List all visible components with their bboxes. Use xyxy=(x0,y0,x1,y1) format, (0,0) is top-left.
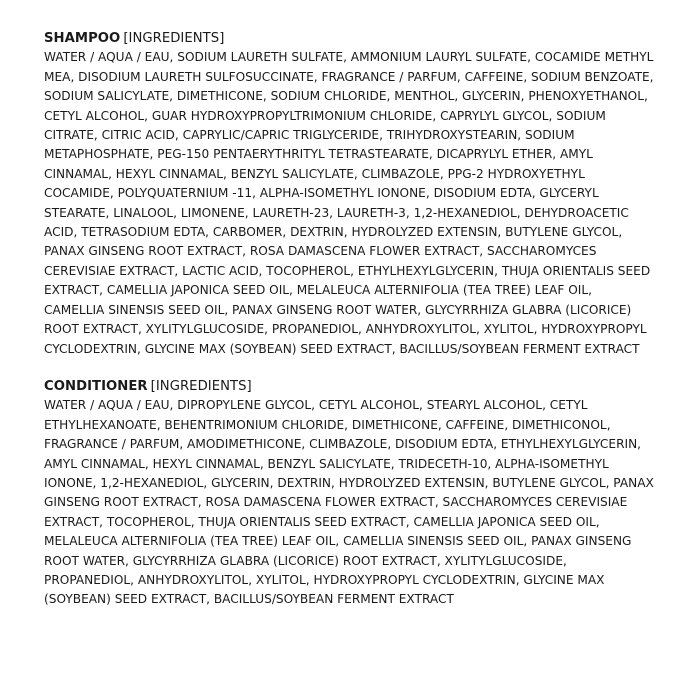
shampoo-title: SHAMPOO xyxy=(44,31,121,46)
shampoo-section xyxy=(44,29,654,359)
conditioner-ingredient-list: WATER / AQUA / EAU, DIPROPYLENE GLYCOL, CETYL ALCOHOL, STEARYL ALCOHOL, CETYL ETHYLHEXANOATE, BEHENTRIMONIUM CHLORIDE, DIMETHICONE, CAFFEINE, DIMETHICONOL, FRAGRANCE / PARFUM, AMODIMETHICONE, CLIMBAZOLE, DISODIUM EDTA, ETHYLHEXYLGLYCERIN, AMYL CINNAMAL, HEXYL CINNAMAL, BENZYL SALICYLATE, TRIDECETH-10, ALPHA-ISOMETHYL IONONE, 1,2-HEXANEDIOL, GLYCERIN, DEXTRIN, HYDROLYZED EXTENSIN, BUTYLENE GLYCOL, PANAX GINSENG ROOT EXTRACT, ROSA DAMASCENA FLOWER EXTRACT, SACCHAROMYCES CEREVISIAE EXTRACT, TOCOPHEROL, THUJA ORIENTALIS SEED EXTRACT, CAMELLIA JAPONICA SEED OIL, MELALEUCA ALTERNIFOLIA (TEA TREE) LEAF OIL, CAMELLIA SINENSIS SEED OIL, PANAX GINSENG ROOT WATER, GLYCYRRHIZA GLABRA (LICORICE) ROOT EXTRACT, XYLITYLGLUCOSIDE, PROPANEDIOL, ANHYDROXYLITOL, XYLITOL, HYDROXYPROPYL CYCLODEXTRIN, GLYCINE MAX (SOYBEAN) SEED EXTRACT, BACILLUS/SOYBEAN FERMENT EXTRACT xyxy=(44,398,654,607)
conditioner-ingredients-label: [INGREDIENTS] xyxy=(150,378,252,394)
conditioner-title: CONDITIONER xyxy=(44,378,148,394)
ingredients-document xyxy=(44,29,654,610)
shampoo-heading xyxy=(44,29,654,48)
conditioner-heading xyxy=(44,377,654,396)
conditioner-section xyxy=(44,377,654,610)
shampoo-ingredient-list: WATER / AQUA / EAU, SODIUM LAURETH SULFATE, AMMONIUM LAURYL SULFATE, COCAMIDE METHYL MEA, DISODIUM LAURETH SULFOSUCCINATE, FRAGRANCE / PARFUM, CAFFEINE, SODIUM BENZOATE, SODIUM SALICYLATE, DIMETHICONE, SODIUM CHLORIDE, MENTHOL, GLYCERIN, PHENOXYETHANOL, CETYL ALCOHOL, GUAR HYDROXYPROPYLTRIMONIUM CHLORIDE, CAPRYLYL GLYCOL, SODIUM CITRATE, CITRIC ACID, CAPRYLIC/CAPRIC TRIGLYCERIDE, TRIHYDROXYSTEARIN, SODIUM METAPHOSPHATE, PEG-150 PENTAERYTHRITYL TETRASTEARATE, DICAPRYLYL ETHER, AMYL CINNAMAL, HEXYL CINNAMAL, BENZYL SALICYLATE, CLIMBAZOLE, PPG-2 HYDROXYETHYL COCAMIDE, POLYQUATERNIUM -11, ALPHA-ISOMETHYL IONONE, DISODIUM EDTA, GLYCERYL STEARATE, LINALOOL, LIMONENE, LAURETH-23, LAURETH-3, 1,2-HEXANEDIOL, DEHYDROACETIC ACID, TETRASODIUM EDTA, CARBOMER, DEXTRIN, HYDROLYZED EXTENSIN, BUTYLENE GLYCOL, PANAX GINSENG ROOT EXTRACT, ROSA DAMASCENA FLOWER EXTRACT, SACCHAROMYCES CEREVISIAE EXTRACT, LACTIC ACID, TOCOPHEROL, ETHYLHEXYLGLYCERIN, THUJA ORIENTALIS SEED EXTRACT, CAMELLIA JAPONICA SEED OIL, MELALEUCA ALTERNIFOLIA (TEA TREE) LEAF OIL, CAMELLIA SINENSIS SEED OIL, PANAX GINSENG ROOT WATER, GLYCYRRHIZA GLABRA (LICORICE) ROOT EXTRACT, XYLITYLGLUCOSIDE, PROPANEDIOL, ANHYDROXYLITOL, XYLITOL, HYDROXYPROPYL CYCLODEXTRIN, GLYCINE MAX (SOYBEAN) SEED EXTRACT, BACILLUS/SOYBEAN FERMENT EXTRACT xyxy=(44,50,654,356)
shampoo-ingredients-label: [INGREDIENTS] xyxy=(123,31,225,46)
